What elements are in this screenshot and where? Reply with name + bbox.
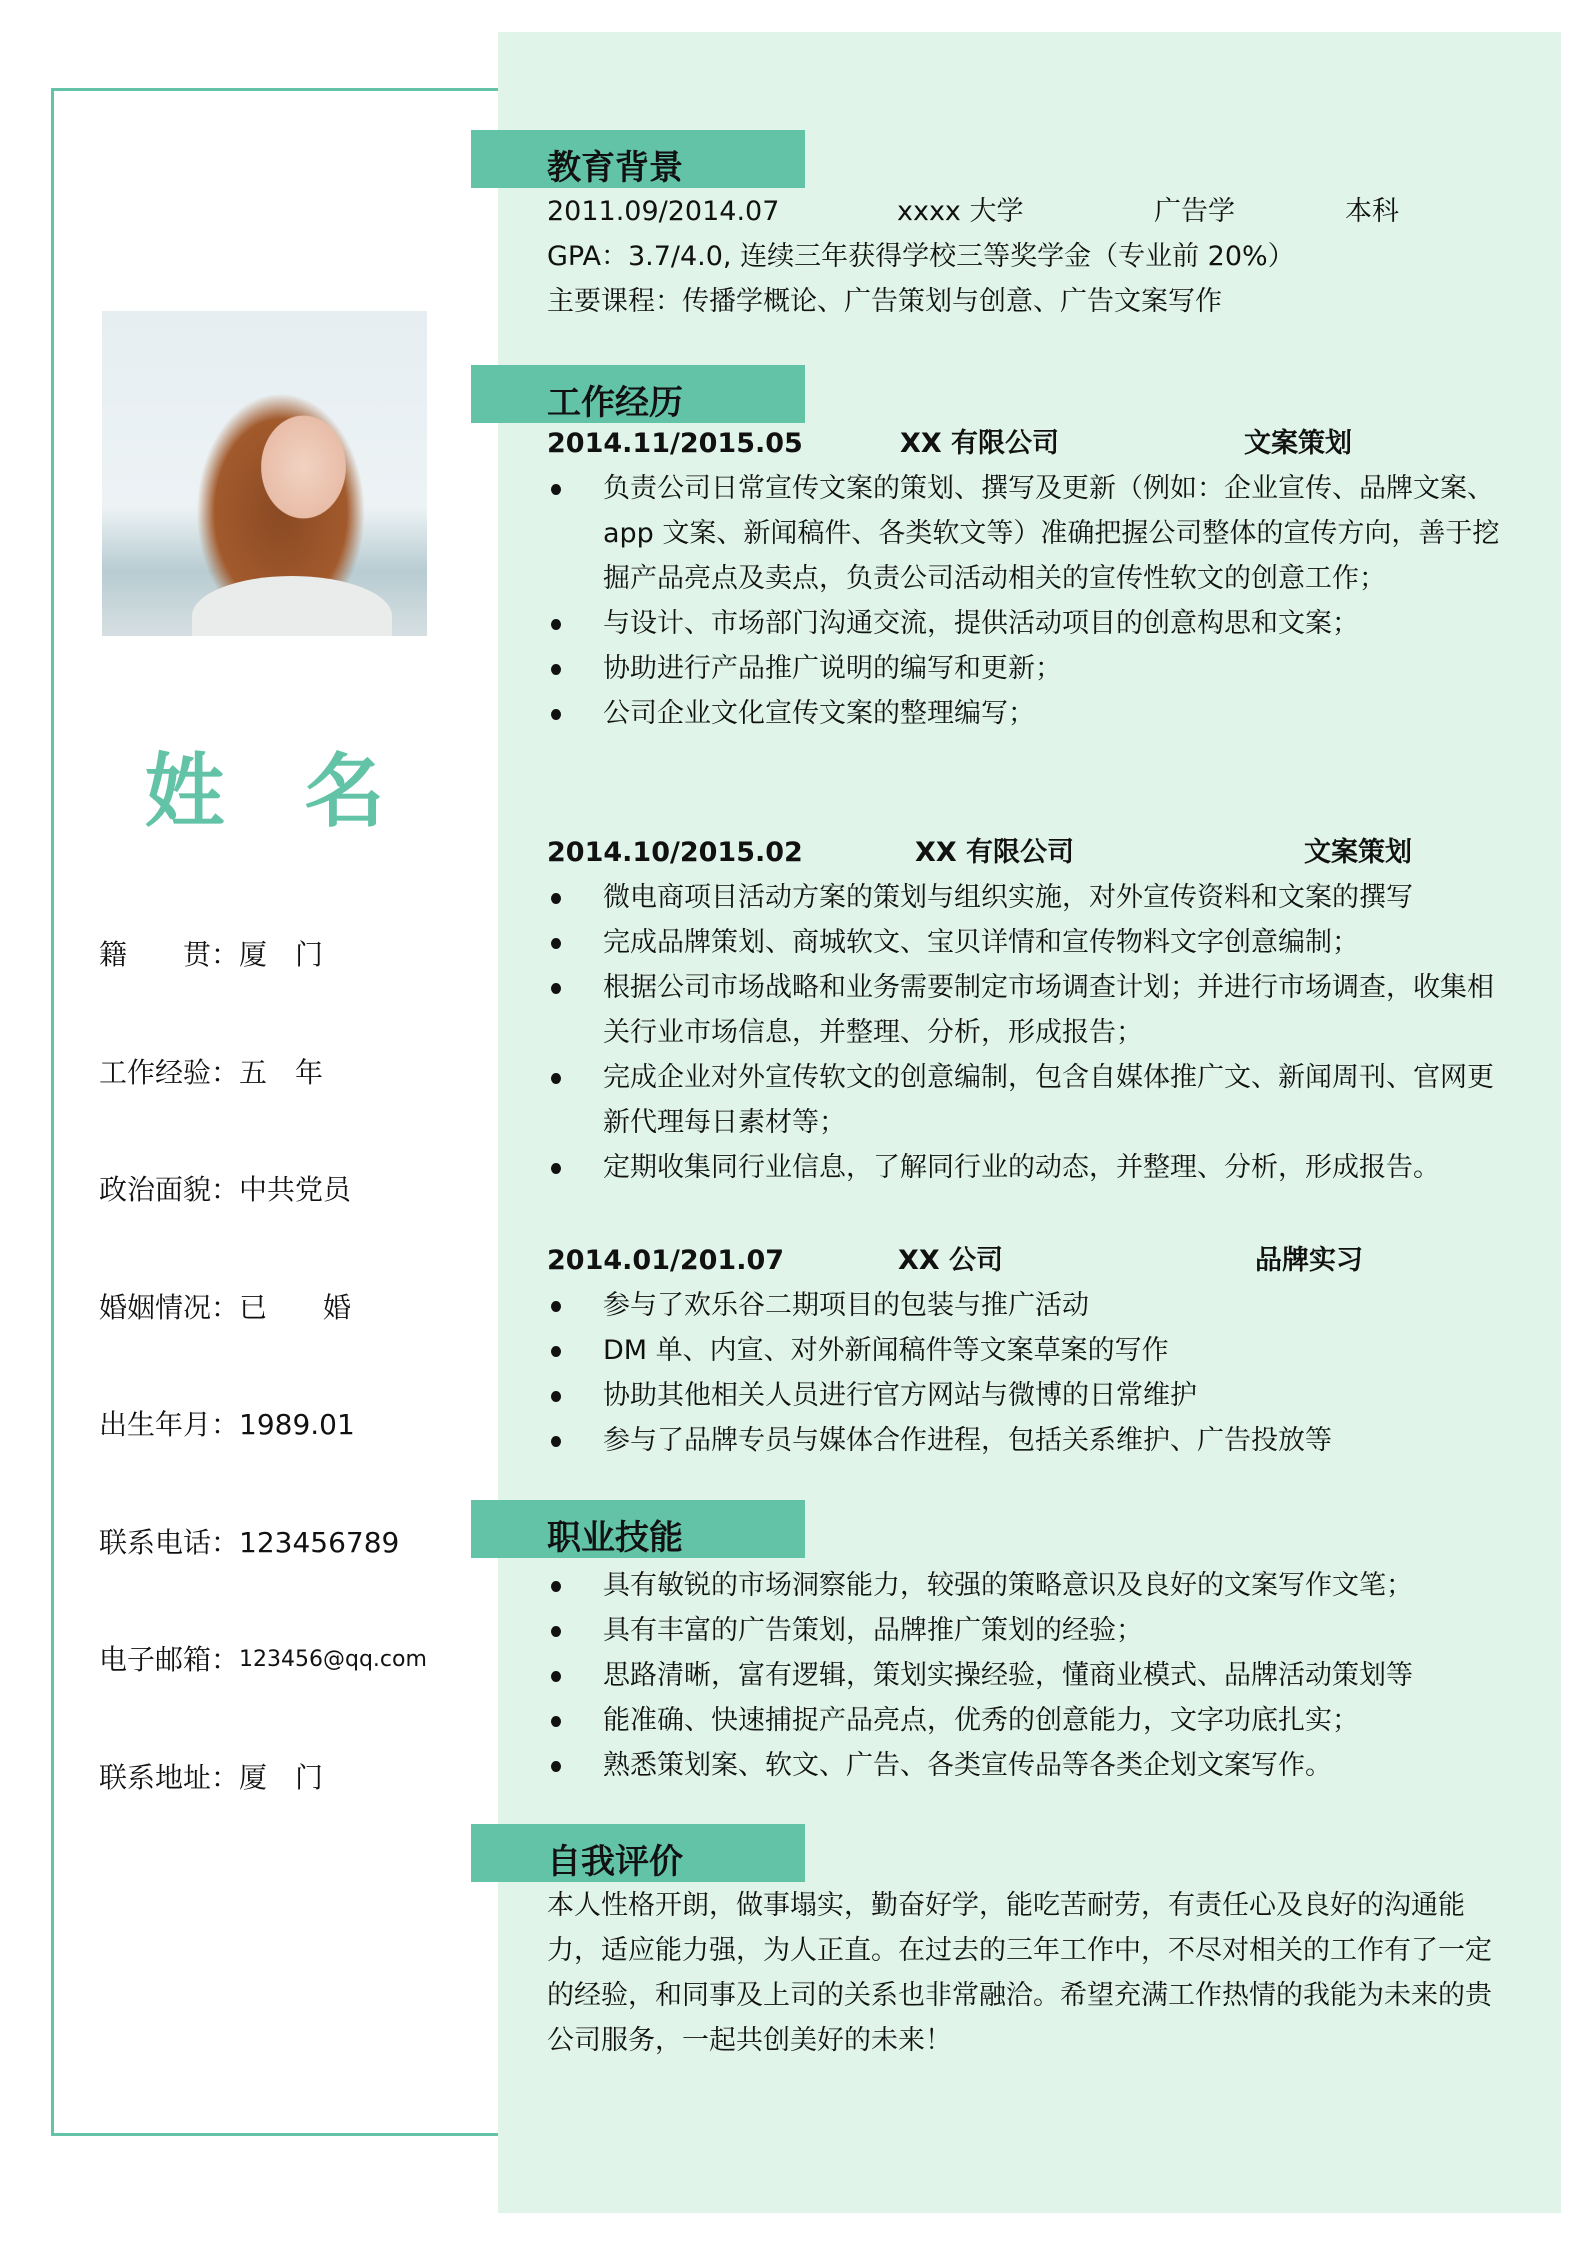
job-role: 文案策划 xyxy=(1244,428,1352,459)
job-role: 品牌实习 xyxy=(1255,1245,1363,1276)
info-address xyxy=(99,1758,427,1876)
education-school: xxxx 大学 xyxy=(897,196,1024,227)
self-evaluation-text: 本人性格开朗，做事塌实，勤奋好学，能吃苦耐劳，有责任心及良好的沟通能力，适应能力强，为人正直。在过去的三年工作中，不尽对相关的工作有了一定的经验，和同事及上司的关系也非常融洽。希望充满工作热情的我能为未来的贵公司服务，一起共创美好的未来！ xyxy=(547,1890,1492,2056)
info-value: 已 婚 xyxy=(239,1290,352,1324)
job-header xyxy=(547,830,1507,875)
personal-info-list xyxy=(99,935,427,1875)
education-degree: 本科 xyxy=(1345,196,1399,227)
self-evaluation-block xyxy=(547,1883,1507,2063)
list-item: 根据公司市场战略和业务需要制定市场调查计划；并进行市场调查，收集相关行业市场信息，并整理、分析，形成报告； xyxy=(547,965,1507,1055)
job-header xyxy=(547,1238,1507,1283)
section-header-education xyxy=(471,130,805,188)
skills-list xyxy=(547,1563,1507,1788)
info-label: 出生年月： xyxy=(99,1408,240,1441)
info-value: 五 年 xyxy=(239,1055,324,1089)
job-company: XX 公司 xyxy=(898,1245,1004,1276)
info-value: 123456789 xyxy=(239,1525,400,1559)
info-label: 电子邮箱： xyxy=(99,1643,240,1676)
job-duties xyxy=(547,875,1507,1190)
job-duties xyxy=(547,466,1507,736)
list-item: 思路清晰，富有逻辑，策划实操经验，懂商业模式、品牌活动策划等 xyxy=(547,1653,1507,1698)
list-item: 微电商项目活动方案的策划与组织实施，对外宣传资料和文案的撰写 xyxy=(547,875,1507,920)
info-hometown xyxy=(99,935,427,1053)
job-company: XX 有限公司 xyxy=(900,428,1060,459)
section-title: 教育背景 xyxy=(547,148,683,188)
candidate-name xyxy=(102,742,427,842)
list-item: 具有敏锐的市场洞察能力，较强的策略意识及良好的文案写作文笔； xyxy=(547,1563,1507,1608)
section-title: 职业技能 xyxy=(547,1518,683,1558)
list-item: 定期收集同行业信息，了解同行业的动态，并整理、分析，形成报告。 xyxy=(547,1145,1507,1190)
education-courses: 主要课程：传播学概论、广告策划与创意、广告文案写作 xyxy=(547,286,1222,317)
info-experience xyxy=(99,1053,427,1171)
job-2 xyxy=(547,830,1507,1190)
education-major: 广告学 xyxy=(1154,196,1235,227)
section-header-work xyxy=(471,365,805,423)
job-company: XX 有限公司 xyxy=(915,837,1075,868)
list-item: 完成企业对外宣传软文的创意编制，包含自媒体推广文、新闻周刊、官网更新代理每日素材等； xyxy=(547,1055,1507,1145)
job-header xyxy=(547,421,1507,466)
education-row xyxy=(547,189,1507,234)
list-item: 熟悉策划案、软文、广告、各类宣传品等各类企划文案写作。 xyxy=(547,1743,1507,1788)
info-label: 籍 贯： xyxy=(99,938,240,971)
education-block xyxy=(547,189,1507,324)
info-birth-date xyxy=(99,1405,427,1523)
education-gpa: GPA：3.7/4.0, 连续三年获得学校三等奖学金（专业前 20%） xyxy=(547,241,1295,272)
name-char-1: 姓 xyxy=(144,745,225,838)
list-item: 参与了欢乐谷二期项目的包装与推广活动 xyxy=(547,1283,1507,1328)
info-label: 联系地址： xyxy=(99,1760,240,1794)
list-item: DM 单、内宣、对外新闻稿件等文案草案的写作 xyxy=(547,1328,1507,1373)
list-item: 负责公司日常宣传文案的策划、撰写及更新（例如：企业宣传、品牌文案、app 文案、新闻稿件、各类软文等）准确把握公司整体的宣传方向，善于挖掘产品亮点及卖点，负责公司活动相关的宣传性软文的创意工作； xyxy=(547,466,1507,601)
info-value: 厦 门 xyxy=(239,1760,324,1794)
job-role: 文案策划 xyxy=(1304,837,1412,868)
list-item: 参与了品牌专员与媒体合作进程，包括关系维护、广告投放等 xyxy=(547,1418,1507,1463)
job-period: 2014.10/2015.02 xyxy=(547,837,803,868)
list-item: 与设计、市场部门沟通交流，提供活动项目的创意构思和文案； xyxy=(547,601,1507,646)
list-item: 能准确、快速捕捉产品亮点，优秀的创意能力，文字功底扎实； xyxy=(547,1698,1507,1743)
section-header-self-evaluation xyxy=(471,1824,805,1882)
list-item: 公司企业文化宣传文案的整理编写； xyxy=(547,691,1507,736)
list-item: 协助进行产品推广说明的编写和更新； xyxy=(547,646,1507,691)
info-value: 厦 门 xyxy=(239,938,324,971)
info-label: 婚姻情况： xyxy=(99,1290,240,1324)
section-header-skills xyxy=(471,1500,805,1558)
info-value: 123456@qq.com xyxy=(239,1647,427,1672)
name-char-2: 名 xyxy=(304,745,385,838)
info-label: 工作经验： xyxy=(99,1055,240,1089)
list-item: 具有丰富的广告策划，品牌推广策划的经验； xyxy=(547,1608,1507,1653)
info-phone xyxy=(99,1523,427,1641)
info-label: 政治面貌： xyxy=(99,1173,240,1206)
job-duties xyxy=(547,1283,1507,1463)
info-label: 联系电话： xyxy=(99,1525,240,1559)
skills-block xyxy=(547,1563,1507,1788)
info-value: 1989.01 xyxy=(239,1408,355,1441)
info-value: 中共党员 xyxy=(239,1173,352,1206)
info-marital-status xyxy=(99,1288,427,1406)
section-title: 自我评价 xyxy=(547,1842,683,1882)
list-item: 协助其他相关人员进行官方网站与微博的日常维护 xyxy=(547,1373,1507,1418)
education-period: 2011.09/2014.07 xyxy=(547,196,780,227)
list-item: 完成品牌策划、商城软文、宝贝详情和宣传物料文字创意编制； xyxy=(547,920,1507,965)
section-title: 工作经历 xyxy=(547,383,683,423)
info-email xyxy=(99,1640,427,1758)
job-3 xyxy=(547,1238,1507,1463)
job-period: 2014.01/201.07 xyxy=(547,1245,785,1276)
job-1 xyxy=(547,421,1507,736)
info-political-status xyxy=(99,1170,427,1288)
job-period: 2014.11/2015.05 xyxy=(547,428,803,459)
profile-photo xyxy=(102,311,427,636)
